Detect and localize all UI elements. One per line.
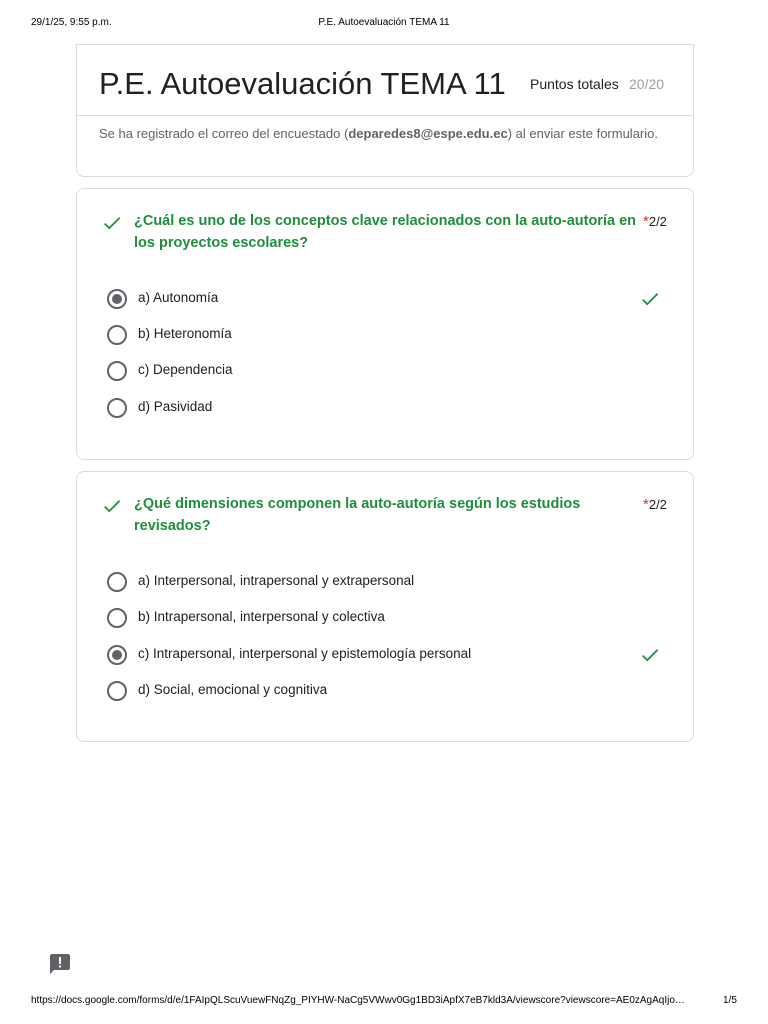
radio-button-selected[interactable] — [107, 289, 127, 309]
radio-button[interactable] — [107, 398, 127, 418]
radio-button[interactable] — [107, 608, 127, 628]
check-icon — [101, 495, 123, 517]
print-url: https://docs.google.com/forms/d/e/1FAIpQLScuVuewFNqZg_PIYHW-NaCg5VWwv0Gg1BD3iApfX7eB7kld3A/viewscore?viewscore=AE0zAgAqIjo… — [31, 995, 685, 1006]
radio-button-selected[interactable] — [107, 645, 127, 665]
check-icon — [639, 644, 661, 666]
print-footer — [0, 995, 768, 1009]
option-item[interactable] — [106, 680, 666, 702]
option-item[interactable] — [106, 360, 666, 382]
question-score — [643, 213, 667, 230]
question-card — [76, 471, 694, 742]
option-item[interactable] — [106, 571, 666, 593]
question-text: ¿Cuál es uno de los conceptos clave relacionados con la auto-autoría en los proyectos escolares? — [134, 213, 636, 251]
question-card — [76, 188, 694, 460]
option-label: d) Social, emocional y cognitiva — [138, 682, 328, 697]
email-note-suffix: ) al enviar este formulario. — [507, 126, 658, 141]
radio-button[interactable] — [107, 572, 127, 592]
radio-button[interactable] — [107, 681, 127, 701]
radio-dot — [112, 650, 122, 660]
form-header-card — [76, 44, 694, 177]
check-icon — [101, 212, 123, 234]
option-item[interactable] — [106, 288, 666, 310]
total-points-label: Puntos totales — [530, 76, 619, 92]
print-datetime: 29/1/25, 9:55 p.m. — [31, 17, 112, 28]
form-header-top — [77, 45, 693, 116]
option-label: a) Interpersonal, intrapersonal y extrapersonal — [138, 573, 415, 588]
question-score — [643, 496, 667, 513]
option-label: c) Dependencia — [138, 362, 233, 377]
print-page-number: 1/5 — [723, 995, 737, 1006]
radio-button[interactable] — [107, 361, 127, 381]
option-item[interactable] — [106, 397, 666, 419]
option-label: a) Autonomía — [138, 290, 219, 305]
option-label: d) Pasividad — [138, 399, 213, 414]
print-header — [0, 17, 768, 31]
check-icon — [639, 288, 661, 310]
option-item[interactable] — [106, 324, 666, 346]
report-issue-icon[interactable] — [48, 952, 72, 976]
required-asterisk: * — [643, 213, 649, 230]
option-item[interactable] — [106, 644, 666, 666]
question-score-value: 2/2 — [648, 497, 667, 512]
respondent-email: deparedes8@espe.edu.ec — [348, 126, 508, 141]
radio-dot — [112, 294, 122, 304]
form-title: P.E. Autoevaluación TEMA 11 — [99, 66, 506, 101]
email-note-prefix: Se ha registrado el correo del encuestado ( — [99, 126, 349, 141]
question-score-value: 2/2 — [648, 214, 667, 229]
radio-button[interactable] — [107, 325, 127, 345]
print-title: P.E. Autoevaluación TEMA 11 — [318, 17, 450, 28]
option-label: b) Heteronomía — [138, 326, 232, 341]
required-asterisk: * — [643, 496, 649, 513]
option-label: b) Intrapersonal, interpersonal y colectiva — [138, 609, 385, 624]
respondent-email-note — [99, 124, 659, 143]
option-label: c) Intrapersonal, interpersonal y epistemología personal — [138, 646, 472, 661]
option-item[interactable] — [106, 607, 666, 629]
question-text: ¿Qué dimensiones componen la auto-autoría según los estudios revisados? — [134, 496, 581, 534]
total-points-value: 20/20 — [629, 76, 665, 92]
